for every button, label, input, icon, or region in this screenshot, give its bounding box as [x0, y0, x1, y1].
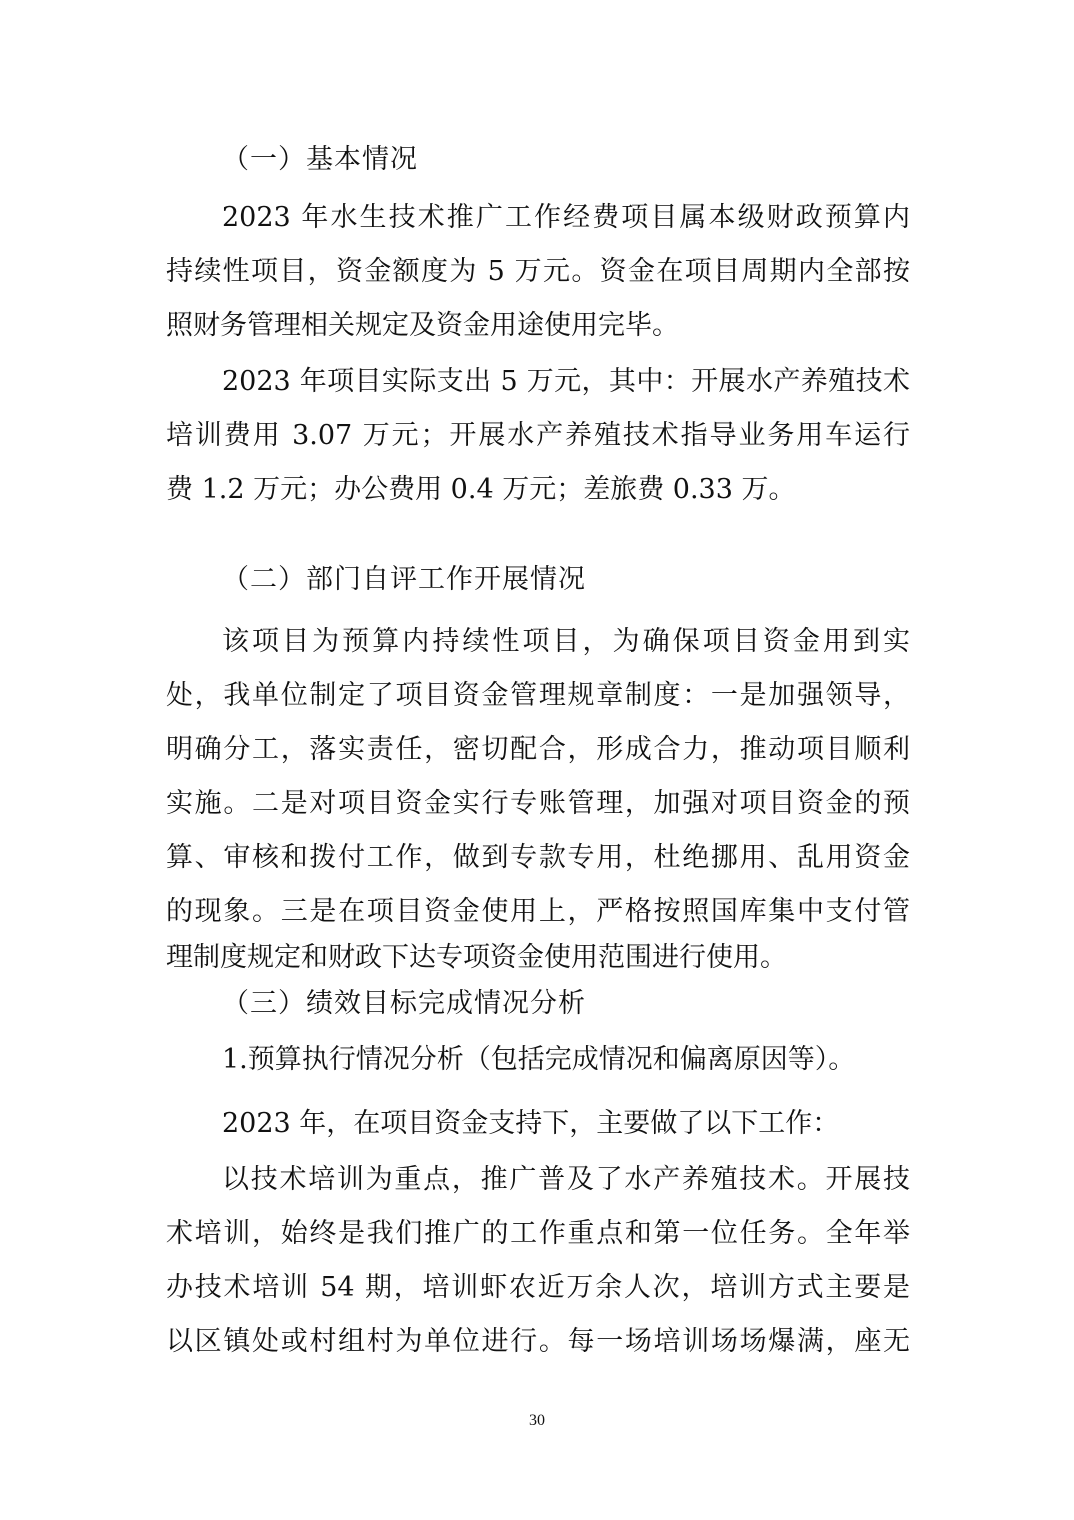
page-number: 30 [529, 1412, 545, 1429]
paragraph-line: 实施。二是对项目资金实行专账管理，加强对项目资金的预 [166, 788, 910, 819]
paragraph-line: 持续性项目，资金额度为 5 万元。资金在项目周期内全部按 [166, 256, 910, 287]
paragraph-line: 2023 年，在项目资金支持下，主要做了以下工作： [222, 1108, 840, 1139]
paragraph-line: 理制度规定和财政下达专项资金使用范围进行使用。 [166, 942, 787, 973]
section-heading-basic-info: （一）基本情况 [222, 144, 418, 175]
paragraph-line: 以技术培训为重点，推广普及了水产养殖技术。开展技 [222, 1164, 910, 1195]
paragraph-line: 算、审核和拨付工作，做到专款专用，杜绝挪用、乱用资金 [166, 842, 910, 873]
paragraph-line: 办技术培训 54 期，培训虾农近万余人次，培训方式主要是 [166, 1272, 910, 1303]
paragraph-line: 2023 年项目实际支出 5 万元，其中：开展水产养殖技术 [222, 366, 910, 397]
paragraph-line: 照财务管理相关规定及资金用途使用完毕。 [166, 310, 679, 341]
paragraph-line: 费 1.2 万元；办公费用 0.4 万元；差旅费 0.33 万。 [166, 474, 796, 505]
paragraph-line: 术培训，始终是我们推广的工作重点和第一位任务。全年举 [166, 1218, 910, 1249]
paragraph-line: 明确分工，落实责任，密切配合，形成合力，推动项目顺利 [166, 734, 910, 765]
section-heading-performance: （三）绩效目标完成情况分析 [222, 988, 586, 1019]
paragraph-line: 处，我单位制定了项目资金管理规章制度：一是加强领导， [166, 680, 910, 711]
paragraph-line: 1.预算执行情况分析（包括完成情况和偏离原因等）。 [222, 1044, 856, 1075]
section-heading-self-evaluation: （二）部门自评工作开展情况 [222, 564, 586, 595]
paragraph-line: 以区镇处或村组村为单位进行。每一场培训场场爆满，座无 [166, 1326, 910, 1357]
paragraph-line: 2023 年水生技术推广工作经费项目属本级财政预算内 [222, 202, 910, 233]
paragraph-line: 培训费用 3.07 万元；开展水产养殖技术指导业务用车运行 [166, 420, 910, 451]
paragraph-line: 的现象。三是在项目资金使用上，严格按照国库集中支付管 [166, 896, 910, 927]
paragraph-line: 该项目为预算内持续性项目，为确保项目资金用到实 [222, 626, 910, 657]
